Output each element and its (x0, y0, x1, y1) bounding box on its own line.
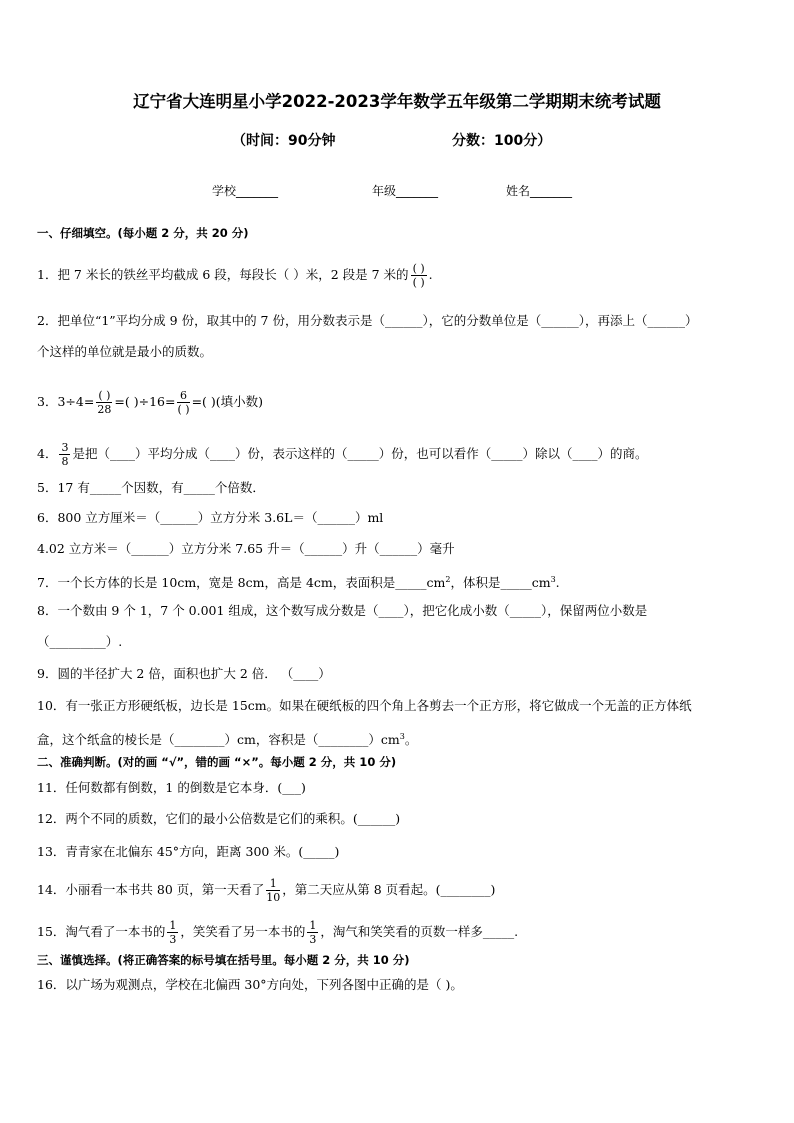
section-1-heading: 一、仔细填空。(每小题 2 分，共 20 分) (37, 226, 249, 240)
q7-text-c: . (555, 575, 560, 591)
question-13: 13．青青家在北偏东 45°方向，距离 300 米。(_____) (37, 844, 340, 859)
q15-denominator-2: 3 (309, 933, 317, 946)
page-title: 辽宁省大连明星小学2022-2023学年数学五年级第二学期期末统考试题 (133, 92, 661, 111)
question-6-line-2: 4.02 立方米＝（______）立方分米 7.65 升＝（______）升（______）毫升 (37, 541, 455, 556)
question-2-line-2: 个这样的单位就是最小的质数。 (37, 344, 213, 359)
score-label: 分数：100分） (452, 133, 552, 149)
question-10-line-2 (37, 729, 417, 748)
q4-fraction (59, 442, 70, 467)
question-6-line-1: 6．800 立方厘米＝（______）立方分米 3.6L＝（______）ml (37, 510, 384, 525)
q1-fraction (411, 263, 427, 288)
q4-denominator: 8 (61, 455, 69, 468)
q1-text: 1．把 7 米长的铁丝平均截成 6 段，每段长（ ）米，2 段是 7 米的 (37, 267, 409, 282)
q15-numerator-2: 1 (309, 919, 317, 932)
q7-text-b: ，体积是_____cm (450, 575, 551, 591)
q14-numerator: 1 (266, 878, 280, 891)
q15-text-a: 15．淘气看了一本书的 (37, 924, 166, 939)
q1-end: . (428, 267, 433, 282)
question-8-line-2: （_________）. (37, 634, 123, 649)
q10-superscript: 3 (399, 732, 405, 741)
question-9: 9．圆的半径扩大 2 倍，面积也扩大 2 倍． （____） (37, 666, 331, 681)
section-3-heading: 三、谨慎选择。(将正确答案的标号填在括号里。每小题 2 分，共 10 分) (37, 953, 410, 967)
q3-text-c: =( )(填小数) (191, 394, 264, 409)
q3-fraction-2 (177, 390, 189, 415)
q3-numerator-1: ( ) (98, 389, 111, 402)
question-14 (37, 878, 495, 903)
q7-superscript-2: 3 (550, 575, 556, 584)
q15-fraction-1 (167, 920, 178, 945)
question-8-line-1: 8．一个数由 9 个 1，7 个 0.001 组成，这个数写成分数是（____），把它化成小数（_____），保留两位小数是 (37, 603, 648, 618)
section-2-heading: 二、准确判断。(对的画 “√”，错的画 “×”。每小题 2 分，共 10 分) (37, 755, 397, 769)
grade-field: 年级_______ (372, 184, 439, 198)
q15-numerator-1: 1 (169, 919, 177, 932)
q3-text-a: 3．3÷4= (37, 394, 95, 409)
question-12: 12．两个不同的质数，它们的最小公倍数是它们的乘积。(______) (37, 811, 401, 826)
q3-denominator-2: ( ) (177, 403, 190, 416)
q1-numerator: ( ) (412, 262, 425, 275)
q15-text-b: ，笑笑看了另一本书的 (180, 924, 306, 939)
question-10-line-1: 10．有一张正方形硬纸板，边长是 15cm。如果在硬纸板的四个角上各剪去一个正方形，将它做成一个无盖的正方体纸 (37, 698, 692, 713)
q3-fraction-1 (96, 390, 112, 415)
q1-denominator: ( ) (412, 276, 425, 289)
q3-denominator-1: 28 (97, 403, 112, 416)
question-16: 16．以广场为观测点，学校在北偏西 30°方向处，下列各图中正确的是（ )。 (37, 977, 463, 992)
q7-text-a: 7．一个长方体的长是 10cm，宽是 8cm，高是 4cm，表面积是_____cm (37, 575, 446, 591)
question-7 (37, 572, 560, 591)
q4-text: 是把（____）平均分成（____）份，表示这样的（_____）份，也可以看作（_____）除以（____）的商。 (72, 446, 648, 461)
q14-text-b: ，第二天应从第 8 页看起。(________) (282, 882, 496, 897)
question-3 (37, 390, 263, 415)
question-11: 11．任何数都有倒数，1 的倒数是它本身．(___) (37, 780, 306, 795)
q3-numerator-2: 6 (177, 390, 189, 403)
q4-number: 4． (37, 446, 58, 461)
question-1 (37, 263, 433, 288)
question-4 (37, 442, 647, 467)
q10-text-c: 。 (404, 732, 418, 748)
time-label: （时间：90分钟 (232, 133, 336, 149)
q14-text-a: 14．小丽看一本书共 80 页，第一天看了 (37, 882, 265, 897)
q3-text-b: =( )÷16= (114, 394, 176, 409)
q14-denominator: 10 (266, 891, 281, 904)
question-5: 5．17 有_____个因数，有_____个倍数． (37, 480, 265, 495)
q14-fraction (266, 878, 280, 903)
q15-denominator-1: 3 (169, 933, 177, 946)
q7-superscript-1: 2 (445, 575, 451, 584)
question-2-line-1: 2．把单位“1”平均分成 9 份，取其中的 7 份，用分数表示是（______），它的分数单位是（______），再添上（______） (37, 313, 698, 328)
q10-text-b: 盒，这个纸盒的棱长是（________）cm，容积是（________）cm (37, 732, 400, 748)
q4-numerator: 3 (61, 441, 69, 454)
q15-fraction-2 (307, 920, 318, 945)
school-field: 学校_______ (212, 184, 279, 198)
question-15 (37, 920, 518, 945)
name-field: 姓名_______ (506, 184, 573, 198)
q15-text-c: ，淘气和笑笑看的页数一样多_____. (320, 924, 519, 939)
